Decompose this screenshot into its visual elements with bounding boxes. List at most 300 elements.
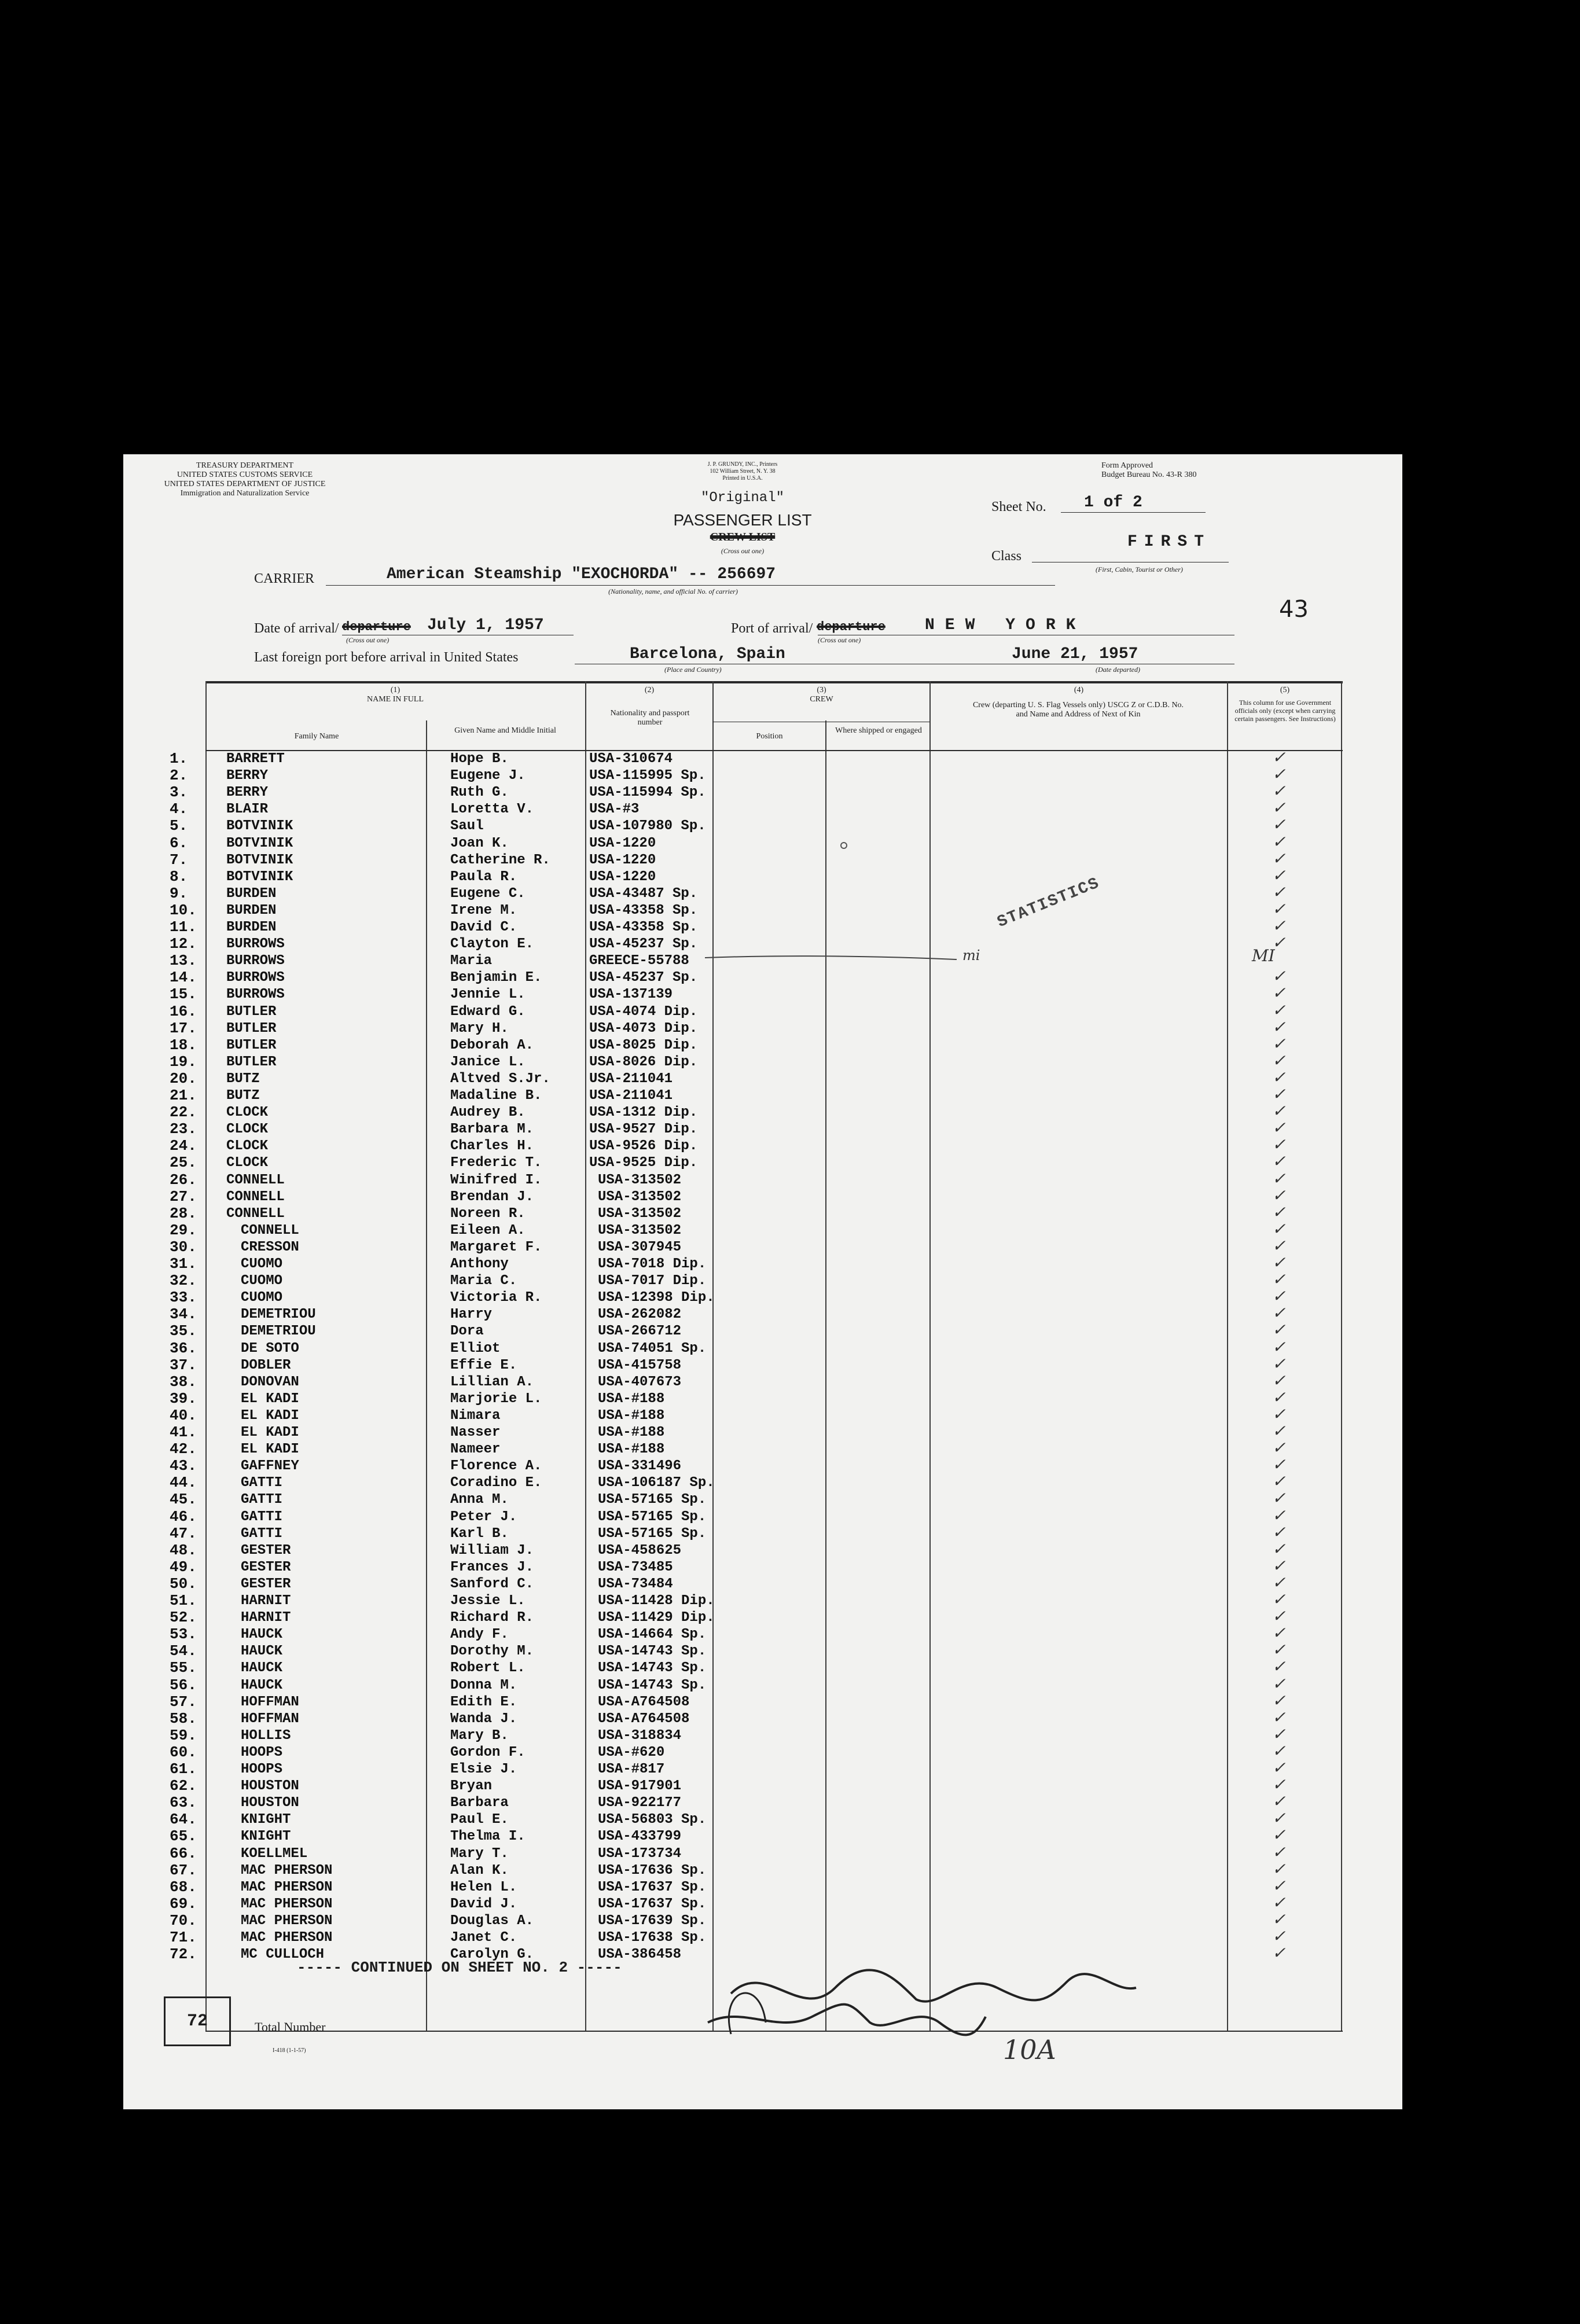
passport-cell: USA-#188: [598, 1442, 665, 1458]
statistics-stamp: STATISTICS: [995, 874, 1103, 932]
table-row: [123, 986, 1341, 1003]
family-name-cell: BOTVINIK: [226, 818, 293, 834]
family-name-cell: MAC PHERSON: [241, 1896, 333, 1912]
passport-cell: USA-9525 Dip.: [589, 1155, 698, 1171]
col1-title: NAME IN FULL: [367, 695, 424, 704]
family-name-cell: BURROWS: [226, 970, 285, 986]
col4-number: (4): [1074, 686, 1084, 694]
passport-cell: USA-#188: [598, 1407, 665, 1424]
given-name-cell: Barbara: [450, 1795, 509, 1811]
given-name-cell: Nasser: [450, 1425, 501, 1440]
table-row: [123, 1104, 1341, 1121]
passport-cell: USA-1220: [589, 835, 656, 851]
check-mark: ✓: [1272, 1322, 1286, 1341]
sheet-value: 1 of 2: [1084, 494, 1142, 512]
family-name-cell: HAUCK: [241, 1643, 283, 1660]
check-mark: ✓: [1272, 1457, 1286, 1476]
check-mark: ✓: [1272, 1002, 1286, 1021]
row-number: 31.: [170, 1255, 197, 1273]
check-mark: ✓: [1272, 1878, 1286, 1896]
family-name-cell: BUTLER: [226, 1003, 277, 1020]
given-name-cell: Altved S.Jr.: [450, 1071, 550, 1087]
budget-bureau-line: Budget Bureau No. 43-R 380: [1101, 470, 1197, 479]
passport-cell: USA-313502: [598, 1189, 682, 1205]
family-name-cell: BERRY: [226, 768, 269, 784]
given-name-cell: Margaret F.: [450, 1239, 542, 1255]
row-number: 19.: [170, 1053, 197, 1071]
table-row: [123, 835, 1341, 852]
given-name-cell: Marjorie L.: [450, 1391, 542, 1407]
row-number: 39.: [170, 1389, 197, 1407]
given-name-cell: Anthony: [450, 1256, 509, 1272]
table-row: [123, 885, 1341, 902]
passport-cell: USA-458625: [598, 1542, 682, 1558]
passport-cell: USA-57165 Sp.: [598, 1525, 707, 1542]
family-name-cell: EL KADI: [241, 1425, 299, 1440]
given-name-cell: Paul E.: [450, 1812, 509, 1828]
given-name-cell: Lillian A.: [450, 1374, 534, 1390]
family-name-cell: DEMETRIOU: [241, 1307, 316, 1323]
row-number: 33.: [170, 1289, 197, 1307]
family-name-cell: CLOCK: [226, 1105, 269, 1121]
family-name-cell: EL KADI: [241, 1391, 299, 1407]
row-number: 71.: [170, 1929, 197, 1946]
passport-cell: USA-11429 Dip.: [598, 1610, 715, 1626]
family-name-cell: KNIGHT: [241, 1829, 291, 1845]
table-row: [123, 801, 1341, 818]
family-name-cell: CRESSON: [241, 1239, 299, 1255]
col2-number: (2): [644, 686, 655, 694]
given-name-cell: Charles H.: [450, 1138, 534, 1154]
row-number: 48.: [170, 1541, 197, 1559]
row-number: 49.: [170, 1558, 197, 1576]
carrier-label: CARRIER: [254, 571, 315, 586]
family-name-cell: GATTI: [241, 1509, 283, 1525]
form-approved: [1101, 461, 1196, 480]
given-name-cell: Ruth G.: [450, 785, 509, 801]
passport-cell: USA-310674: [589, 751, 673, 767]
given-name-cell: Catherine R.: [450, 852, 550, 868]
family-name-cell: BERRY: [226, 785, 269, 801]
family-name-cell: BUTZ: [226, 1088, 260, 1104]
row-number: 20.: [170, 1069, 197, 1087]
agency-line: UNITED STATES DEPARTMENT OF JUSTICE: [164, 480, 326, 488]
table-row: [123, 1677, 1341, 1694]
row-number: 15.: [170, 986, 197, 1003]
family-name-cell: HOLLIS: [241, 1727, 291, 1744]
given-name-cell: Hope B.: [450, 751, 509, 767]
check-mark: ✓: [1272, 901, 1286, 920]
check-mark: ✓: [1272, 767, 1286, 785]
row-number: 38.: [170, 1373, 197, 1391]
family-name-cell: CUOMO: [241, 1273, 283, 1289]
passport-cell: USA-107980 Sp.: [589, 818, 706, 834]
col4-title: Crew (departing U. S. Flag Vessels only) USCG Z or C.D.B. No. and Name and Address of Next of Kin: [972, 701, 1184, 719]
family-name-cell: GESTER: [241, 1576, 291, 1592]
arrival-note: (Cross out one): [346, 636, 390, 644]
check-mark: ✓: [1272, 1626, 1286, 1644]
family-name-cell: HOFFMAN: [241, 1711, 299, 1727]
family-name-cell: GESTER: [241, 1559, 291, 1575]
check-mark: ✓: [1272, 1406, 1286, 1425]
family-name-cell: HAUCK: [241, 1677, 283, 1693]
passport-cell: USA-7017 Dip.: [598, 1273, 707, 1289]
table-row: [123, 1474, 1341, 1491]
given-name-cell: Effie E.: [450, 1357, 517, 1373]
given-name-cell: Joan K.: [450, 835, 509, 851]
row-number: 14.: [170, 969, 197, 987]
row-number: 35.: [170, 1322, 197, 1340]
arrival-value: July 1, 1957: [427, 616, 544, 634]
given-name-cell: Bryan: [450, 1778, 493, 1795]
family-name-cell: HAUCK: [241, 1660, 283, 1676]
passport-cell: USA-A764508: [598, 1694, 690, 1710]
check-mark: ✓: [1272, 1474, 1286, 1492]
passport-cell: USA-407673: [598, 1374, 682, 1390]
crew-list-struck: CREW LIST: [710, 531, 776, 543]
table-row: [123, 1071, 1341, 1087]
passport-cell: USA-318834: [598, 1727, 682, 1744]
check-mark: ✓: [1272, 1575, 1286, 1593]
table-row: [123, 919, 1341, 936]
check-mark: ✓: [1272, 817, 1286, 836]
row-number: 27.: [170, 1187, 197, 1205]
given-name-cell: Frederic T.: [450, 1155, 542, 1171]
check-mark: ✓: [1272, 1726, 1286, 1745]
given-name-cell: Benjamin E.: [450, 970, 542, 986]
row-number: 11.: [170, 918, 197, 936]
table-row: [123, 1087, 1341, 1104]
official-signature: [696, 1953, 1217, 2104]
family-name-cell: CUOMO: [241, 1290, 283, 1306]
passport-cell: USA-#817: [598, 1762, 665, 1777]
row-number: 67.: [170, 1861, 197, 1879]
given-name-cell: Nimara: [450, 1407, 501, 1424]
check-mark: ✓: [1272, 1693, 1286, 1711]
table-row: [123, 1795, 1341, 1811]
given-name-cell: Jessie L.: [450, 1593, 526, 1609]
passport-cell: USA-43487 Sp.: [589, 885, 698, 902]
given-name-cell: Deborah A.: [450, 1037, 534, 1053]
table-row: [123, 1929, 1341, 1946]
row-number: 60.: [170, 1743, 197, 1761]
check-mark: ✓: [1272, 851, 1286, 869]
family-name-cell: EL KADI: [241, 1442, 299, 1458]
row-number: 9.: [170, 884, 188, 902]
family-name-cell: BURROWS: [226, 987, 285, 1003]
passport-cell: USA-1220: [589, 852, 656, 868]
given-name-cell: Anna M.: [450, 1492, 509, 1508]
given-name-cell: Eugene J.: [450, 768, 526, 784]
form-number: I-418 (1-1-57): [273, 2047, 306, 2054]
check-mark: ✓: [1272, 1760, 1286, 1778]
table-row: [123, 1003, 1341, 1020]
printer-line: 102 William Street, N. Y. 38: [710, 468, 776, 475]
col3-number: (3): [817, 686, 826, 694]
family-name-cell: MAC PHERSON: [241, 1913, 333, 1929]
given-name-cell: Winifred I.: [450, 1172, 542, 1188]
check-mark: ✓: [1272, 1827, 1286, 1846]
check-mark: ✓: [1272, 1659, 1286, 1678]
row-number: 25.: [170, 1154, 197, 1172]
family-name-cell: CUOMO: [241, 1256, 283, 1272]
passport-cell: USA-56803 Sp.: [598, 1812, 707, 1828]
row-number: 70.: [170, 1911, 197, 1929]
check-mark: ✓: [1272, 1609, 1286, 1627]
printer-line: Printed in U.S.A.: [722, 475, 763, 481]
passport-cell: USA-74051 Sp.: [598, 1340, 707, 1356]
row-number: 47.: [170, 1524, 197, 1542]
passport-cell: USA-173734: [598, 1845, 682, 1862]
family-name-cell: HOOPS: [241, 1762, 283, 1777]
check-mark: ✓: [1272, 1221, 1286, 1240]
handwritten-stroke: [702, 949, 968, 966]
passport-cell: USA-211041: [589, 1071, 673, 1087]
table-row: [123, 1138, 1341, 1154]
check-mark: ✓: [1272, 1019, 1286, 1038]
family-name-cell: DE SOTO: [241, 1340, 299, 1356]
check-mark: ✓: [1272, 1709, 1286, 1728]
handwritten-mi-note: mi: [962, 947, 980, 964]
check-mark: ✓: [1272, 1558, 1286, 1576]
row-number: 55.: [170, 1659, 197, 1677]
table-row: [123, 1576, 1341, 1593]
check-mark: ✓: [1272, 986, 1286, 1004]
mouse-cursor-marker: [840, 842, 847, 849]
passport-cell: USA-115995 Sp.: [589, 768, 706, 784]
cross-out-note: (Cross out one): [721, 547, 765, 555]
row-number: 7.: [170, 851, 188, 869]
row-number: 3.: [170, 784, 188, 801]
family-name-cell: GAFFNEY: [241, 1458, 299, 1474]
row-number: 56.: [170, 1676, 197, 1694]
given-name-cell: Brendan J.: [450, 1189, 534, 1205]
row-number: 2.: [170, 767, 188, 785]
given-name-cell: Edith E.: [450, 1694, 517, 1710]
given-name-cell: Robert L.: [450, 1660, 526, 1676]
check-mark: ✓: [1272, 1238, 1286, 1256]
passport-cell: USA-57165 Sp.: [598, 1492, 707, 1508]
passport-cell: USA-43358 Sp.: [589, 920, 698, 935]
family-name-cell: HARNIT: [241, 1593, 291, 1609]
given-name-cell: Harry: [450, 1307, 493, 1323]
given-name-cell: Audrey B.: [450, 1105, 526, 1121]
given-name-cell: Sanford C.: [450, 1576, 534, 1592]
family-name-cell: BLAIR: [226, 801, 269, 818]
table-row: [123, 1609, 1341, 1626]
given-name-cell: Maria: [450, 953, 493, 969]
given-name-cell: Thelma I.: [450, 1829, 526, 1845]
agency-block: [152, 461, 337, 498]
row-number: 4.: [170, 800, 188, 818]
passport-cell: USA-73485: [598, 1559, 673, 1575]
table-row: [123, 1525, 1341, 1542]
table-row: [123, 1626, 1341, 1643]
given-name-cell: Wanda J.: [450, 1711, 517, 1727]
check-mark: ✓: [1272, 1642, 1286, 1661]
passport-cell: USA-45237 Sp.: [589, 970, 698, 986]
row-number: 34.: [170, 1306, 197, 1323]
carrier-underline: [326, 585, 1055, 586]
table-row: [123, 1744, 1341, 1761]
table-row: [123, 852, 1341, 869]
family-name-cell: CONNELL: [226, 1205, 285, 1222]
check-mark: ✓: [1272, 834, 1286, 852]
check-mark: ✓: [1272, 1844, 1286, 1863]
check-mark: ✓: [1272, 1440, 1286, 1459]
given-name-cell: Andy F.: [450, 1627, 509, 1643]
check-mark: ✓: [1272, 1356, 1286, 1374]
passport-cell: USA-313502: [598, 1172, 682, 1188]
check-mark: ✓: [1272, 1911, 1286, 1930]
row-number: 52.: [170, 1609, 197, 1627]
check-mark: ✓: [1272, 1272, 1286, 1290]
given-name-cell: Dora: [450, 1323, 484, 1340]
passport-cell: USA-11428 Dip.: [598, 1593, 715, 1609]
row-number: 21.: [170, 1087, 197, 1104]
given-name-cell: Mary B.: [450, 1727, 509, 1744]
family-name-cell: MAC PHERSON: [241, 1930, 333, 1946]
passport-cell: USA-#620: [598, 1744, 665, 1760]
table-row: [123, 1727, 1341, 1744]
port-note: (Cross out one): [818, 636, 861, 644]
check-mark: ✓: [1272, 1087, 1286, 1105]
col5-title: This column for use Government officials only (except when carrying certain passengers. See Instructions): [1234, 698, 1336, 723]
table-row: [123, 1559, 1341, 1576]
passport-cell: USA-386458: [598, 1947, 682, 1963]
given-name-cell: Frances J.: [450, 1559, 534, 1575]
given-name-cell: Mary H.: [450, 1020, 509, 1036]
table-row: [123, 1037, 1341, 1054]
check-mark: ✓: [1272, 1507, 1286, 1526]
table-row: [123, 1491, 1341, 1508]
row-number: 36.: [170, 1339, 197, 1357]
table-row: [123, 1306, 1341, 1323]
passport-cell: USA-17636 Sp.: [598, 1862, 707, 1878]
check-mark: ✓: [1272, 1289, 1286, 1307]
given-name-cell: Noreen R.: [450, 1205, 526, 1222]
row-number: 29.: [170, 1221, 197, 1239]
agency-line: Immigration and Naturalization Service: [180, 489, 310, 498]
check-mark: ✓: [1272, 1794, 1286, 1812]
table-row: [123, 1054, 1341, 1071]
family-name-cell: MAC PHERSON: [241, 1879, 333, 1895]
check-mark: ✓: [1272, 1373, 1286, 1391]
given-name-cell: Coradino E.: [450, 1475, 542, 1491]
row-number: 16.: [170, 1002, 197, 1020]
family-name-cell: HARNIT: [241, 1610, 291, 1626]
passport-cell: USA-#3: [589, 801, 640, 818]
carrier-value: American Steamship "EXOCHORDA" -- 256697: [387, 565, 776, 583]
family-name-cell: BUTZ: [226, 1071, 260, 1087]
row-number: 51.: [170, 1592, 197, 1609]
check-mark: ✓: [1272, 1592, 1286, 1610]
family-name-cell: GATTI: [241, 1492, 283, 1508]
family-name-cell: KNIGHT: [241, 1812, 291, 1828]
date-departed-value: June 21, 1957: [1012, 645, 1138, 663]
given-name-cell: Florence A.: [450, 1458, 542, 1474]
col3-header: [714, 686, 929, 704]
given-name-cell: Eileen A.: [450, 1222, 526, 1238]
row-number: 8.: [170, 867, 188, 885]
table-row: [123, 1424, 1341, 1441]
table-right-rule: [1341, 681, 1342, 2031]
check-mark: ✓: [1272, 884, 1286, 903]
check-mark: ✓: [1272, 800, 1286, 819]
table-row: [123, 1357, 1341, 1374]
row-number: 63.: [170, 1794, 197, 1812]
check-mark: ✓: [1272, 784, 1286, 802]
check-mark: ✓: [1272, 1491, 1286, 1509]
table-top-rule: [205, 681, 1343, 683]
table-row: [123, 1239, 1341, 1256]
row-number: 40.: [170, 1406, 197, 1424]
family-name-cell: BUTLER: [226, 1020, 277, 1036]
given-name-cell: Mary T.: [450, 1845, 509, 1862]
passport-cell: USA-433799: [598, 1829, 682, 1845]
row-number: 54.: [170, 1642, 197, 1660]
table-row: [123, 1593, 1341, 1609]
class-note: (First, Cabin, Tourist or Other): [1096, 565, 1183, 573]
col2-title: Nationality and passport number: [610, 709, 690, 727]
check-mark: ✓: [1272, 1137, 1286, 1156]
check-mark: ✓: [1272, 1104, 1286, 1122]
printer-block: [673, 461, 812, 482]
given-name-cell: David C.: [450, 920, 517, 935]
family-name-cell: HOUSTON: [241, 1795, 299, 1811]
passport-cell: USA-307945: [598, 1239, 682, 1255]
row-number: 26.: [170, 1171, 197, 1189]
row-number: 68.: [170, 1878, 197, 1896]
family-name-cell: DEMETRIOU: [241, 1323, 316, 1340]
row-number: 72.: [170, 1946, 197, 1963]
row-number: 46.: [170, 1507, 197, 1525]
port-struck: departure: [817, 620, 885, 634]
passport-cell: USA-17637 Sp.: [598, 1896, 707, 1912]
table-row: [123, 1154, 1341, 1171]
family-name-cell: HOOPS: [241, 1744, 283, 1760]
table-row: [123, 1778, 1341, 1795]
row-number: 18.: [170, 1036, 197, 1054]
family-name-cell: CONNELL: [241, 1222, 299, 1238]
table-row: [123, 869, 1341, 885]
passport-cell: USA-57165 Sp.: [598, 1509, 707, 1525]
last-port-label: Last foreign port before arrival in United States: [254, 650, 519, 665]
given-name-cell: Helen L.: [450, 1879, 517, 1895]
passport-cell: USA-1220: [589, 869, 656, 885]
table-row: [123, 818, 1341, 834]
row-number: 22.: [170, 1104, 197, 1121]
family-name-cell: GATTI: [241, 1525, 283, 1542]
passport-cell: USA-73484: [598, 1576, 673, 1592]
table-row: [123, 969, 1341, 986]
given-name-cell: Paula R.: [450, 869, 517, 885]
row-number: 44.: [170, 1474, 197, 1492]
passport-cell: USA-45237 Sp.: [589, 936, 698, 953]
col-position-header: Position: [756, 732, 783, 741]
row-number: 69.: [170, 1895, 197, 1913]
given-name-cell: Edward G.: [450, 1003, 526, 1020]
family-name-cell: DOBLER: [241, 1357, 291, 1373]
given-name-cell: Jennie L.: [450, 987, 526, 1003]
passport-cell: USA-8026 Dip.: [589, 1054, 698, 1070]
check-mark: ✓: [1272, 750, 1286, 768]
check-mark: ✓: [1272, 1743, 1286, 1762]
sheet-label: Sheet No.: [991, 499, 1046, 514]
table-row: [123, 1811, 1341, 1828]
col-family-header: Family Name: [294, 732, 339, 741]
check-mark: ✓: [1272, 1895, 1286, 1913]
